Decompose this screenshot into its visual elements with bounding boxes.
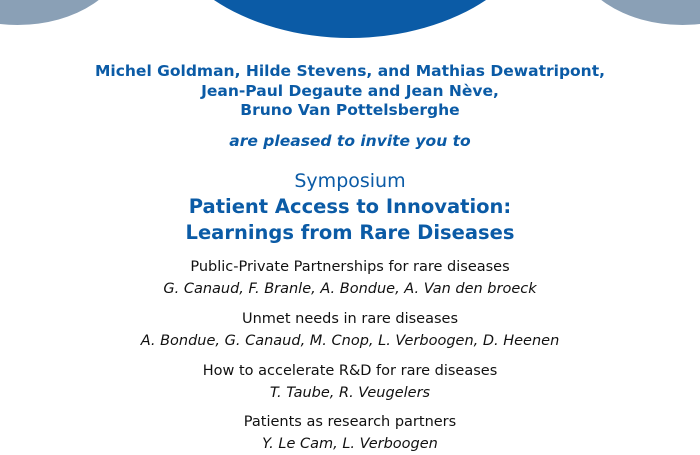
hosts-block: [0, 62, 700, 121]
host-line: Michel Goldman, Hilde Stevens, and Mathias Dewatripont,: [94, 62, 606, 80]
session-item: [0, 360, 700, 404]
session-title: Unmet needs in rare diseases: [241, 311, 458, 327]
session-title: Public-Private Partnerships for rare diseases: [190, 259, 510, 275]
session-speakers: T. Taube, R. Veugelers: [269, 385, 431, 401]
session-speakers: G. Canaud, F. Branle, A. Bondue, A. Van den broeck: [163, 281, 537, 297]
decorative-circle-center: [155, 0, 545, 38]
session-item: [0, 411, 700, 455]
invite-line: are pleased to invite you to: [229, 132, 471, 150]
session-speakers: A. Bondue, G. Canaud, M. Cnop, L. Verboogen, D. Heenen: [140, 333, 560, 349]
host-line: Jean-Paul Degaute and Jean Nève,: [201, 81, 499, 100]
session-item: [0, 308, 700, 352]
session-speakers: Y. Le Cam, L. Verboogen: [262, 436, 438, 452]
event-type: Symposium: [294, 170, 406, 192]
session-item: [0, 256, 700, 300]
session-title: Patients as research partners: [243, 414, 457, 430]
decorative-circle-right: [575, 0, 700, 25]
title-line: Learnings from Rare Diseases: [185, 221, 515, 244]
session-title: How to accelerate R&D for rare diseases: [202, 363, 498, 379]
title-line: Patient Access to Innovation:: [188, 195, 512, 218]
symposium-title: [0, 194, 700, 246]
host-line: Bruno Van Pottelsberghe: [240, 101, 460, 119]
decorative-circle-left: [0, 0, 125, 25]
